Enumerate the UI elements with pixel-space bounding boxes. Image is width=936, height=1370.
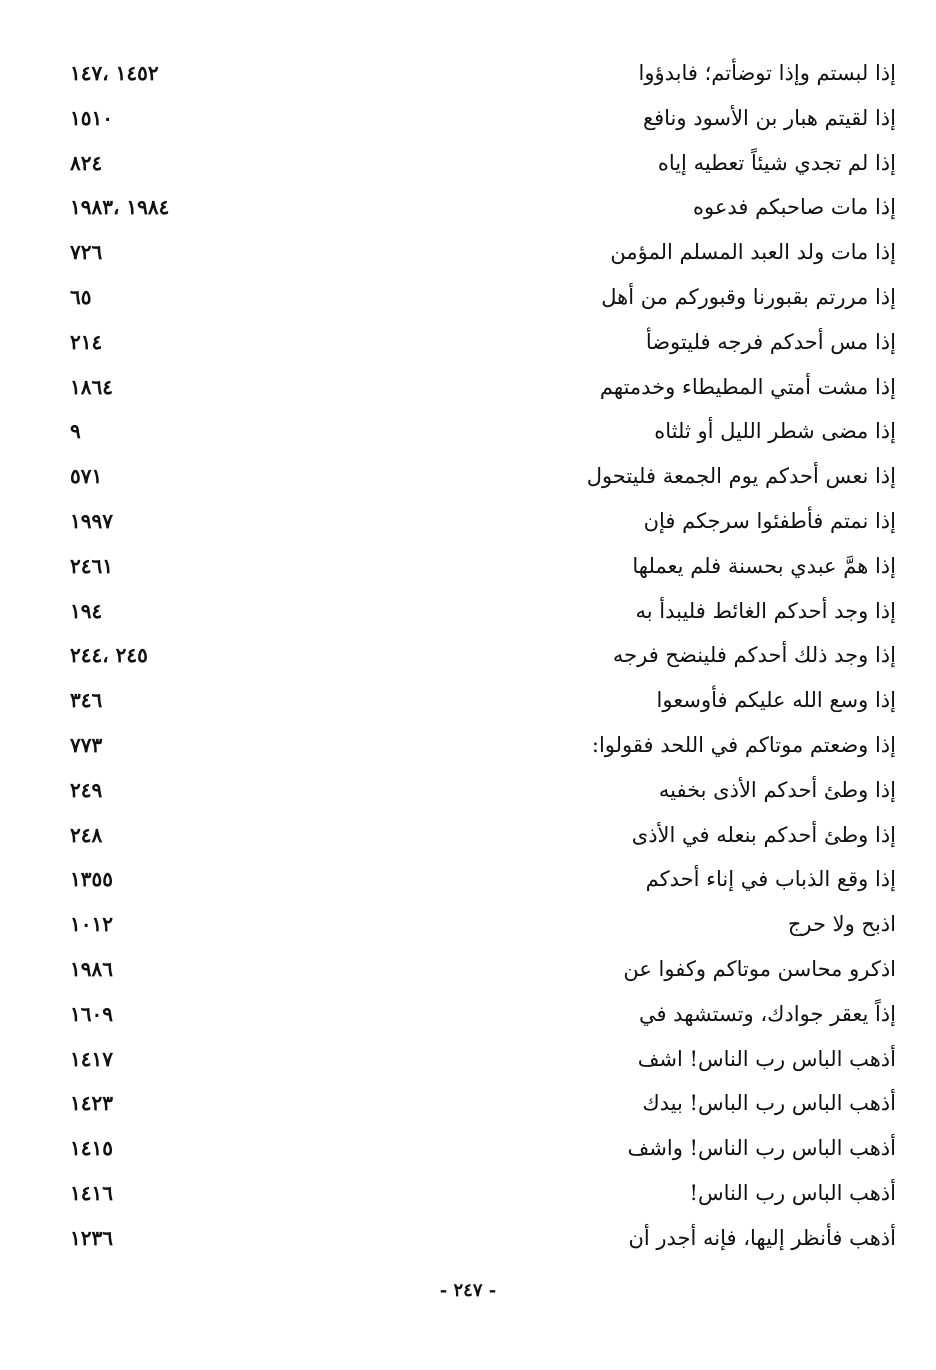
index-entry-row (60, 545, 896, 590)
entry-references: ٨٢٤ (70, 150, 103, 175)
index-entry-row (60, 634, 896, 679)
entry-references: ١٨٦٤ (70, 374, 113, 399)
entry-references: ١٩٨٤ ،١٩٨٣ (70, 195, 170, 220)
entry-references: ٢٤٩ (70, 777, 103, 802)
entry-references: ١٩٨٦ (70, 956, 113, 981)
index-entry-row (60, 410, 896, 455)
index-entry-row (60, 455, 896, 500)
index-entry-row (60, 858, 896, 903)
entry-phrase: أذهب الباس رب الناس! واشف (627, 1136, 896, 1161)
entry-references: ٢١٤ (70, 329, 103, 354)
entry-phrase: إذا مات صاحبكم فدعوه (692, 195, 896, 220)
entry-phrase: إذا وضعتم موتاكم في اللحد فقولوا: (591, 732, 896, 757)
index-entry-row (60, 679, 896, 724)
entry-phrase: أذهب الباس رب الناس! اشف (637, 1046, 896, 1071)
index-entry-row (60, 231, 896, 276)
index-entry-row (60, 903, 896, 948)
index-entry-row (60, 1082, 896, 1127)
entry-phrase: إذا لم تجدي شيئاً تعطيه إياه (657, 150, 896, 175)
entry-phrase: إذا مررتم بقبورنا وقبوركم من أهل (601, 284, 896, 309)
index-entry-row (60, 52, 896, 97)
entry-phrase: إذا مشت أمتي المطيطاء وخدمتهم (599, 374, 896, 399)
entry-phrase: إذا مس أحدكم فرجه فليتوضأ (645, 329, 896, 354)
entry-phrase: إذا وقع الذباب في إناء أحدكم (645, 867, 896, 892)
entry-phrase: إذاً يعقر جوادك، وتستشهد في (638, 1001, 896, 1026)
entry-references: ١٤١٦ (70, 1180, 113, 1205)
entry-references: ٧٧٣ (70, 732, 103, 757)
entry-references: ١٦٠٩ (70, 1001, 113, 1026)
entry-phrase: اذبح ولا حرج (787, 912, 896, 937)
entry-references: ١٣٥٥ (70, 867, 113, 892)
entry-phrase: إذا لقيتم هبار بن الأسود ونافع (642, 105, 896, 130)
entry-phrase: أذهب الباس رب الباس! بيدك (642, 1091, 896, 1116)
entry-references: ٦٥ (70, 284, 92, 309)
entry-phrase: إذا نعس أحدكم يوم الجمعة فليتحول (586, 464, 896, 489)
entry-phrase: إذا نمتم فأطفئوا سرجكم فإن (643, 508, 896, 533)
index-entry-row (60, 993, 896, 1038)
entry-references: ٧٢٦ (70, 240, 103, 265)
entry-phrase: إذا وسع الله عليكم فأوسعوا (656, 688, 896, 713)
entry-references: ٣٤٦ (70, 688, 103, 713)
index-entry-row (60, 142, 896, 187)
entry-phrase: إذا وطئ أحدكم الأذى بخفيه (658, 777, 896, 802)
entry-phrase: إذا مضى شطر الليل أو ثلثاه (654, 419, 896, 444)
index-entry-row (60, 1217, 896, 1262)
entry-references: ١٠١٢ (70, 912, 113, 937)
entry-references: ١٤١٧ (70, 1046, 113, 1071)
entry-references: ١٤١٥ (70, 1136, 113, 1161)
entry-references: ١٩٩٧ (70, 508, 113, 533)
entry-phrase: إذا وطئ أحدكم بنعله في الأذى (631, 822, 896, 847)
entry-references: ٢٤٥ ،٢٤٤ (70, 643, 148, 668)
entry-references: ١٩٤ (70, 598, 103, 623)
index-entry-row (60, 769, 896, 814)
index-entry-row (60, 814, 896, 859)
entry-phrase: إذا لبستم وإذا توضأتم؛ فابدؤوا (638, 61, 896, 85)
index-entry-row (60, 186, 896, 231)
page-number: - ٢٤٧ - (439, 1280, 497, 1301)
entry-references: ٢٤٦١ (70, 553, 113, 578)
entry-phrase: أذهب فأنظر إليها، فإنه أجدر أن (628, 1225, 896, 1250)
index-entry-row (60, 321, 896, 366)
entry-phrase: أذهب الباس رب الناس! (689, 1180, 896, 1205)
index-entry-row (60, 590, 896, 635)
entry-references: ١٥١٠ (70, 105, 113, 130)
entry-references: ١٢٣٦ (70, 1225, 113, 1250)
index-entry-row (60, 948, 896, 993)
entry-phrase: إذا مات ولد العبد المسلم المؤمن (610, 240, 896, 265)
index-entry-row (60, 276, 896, 321)
entry-phrase: إذا وجد أحدكم الغائط فليبدأ به (635, 598, 896, 623)
entry-phrase: إذا وجد ذلك أحدكم فلينضح فرجه (612, 643, 896, 668)
index-entry-row (60, 500, 896, 545)
entry-phrase: اذكرو محاسن موتاكم وكفوا عن (623, 956, 896, 981)
entry-references: ٥٧١ (70, 464, 103, 489)
entry-references: ٩ (70, 419, 81, 444)
index-entry-row (60, 1038, 896, 1083)
index-entry-row (60, 366, 896, 411)
index-entry-row (60, 1172, 896, 1217)
index-entries (60, 52, 896, 1262)
index-entry-row (60, 724, 896, 769)
index-entry-row (60, 1127, 896, 1172)
index-entry-row (60, 97, 896, 142)
entry-phrase: إذا همَّ عبدي بحسنة فلم يعملها (632, 553, 896, 578)
entry-references: ١٤٥٢ ،١٤٧ (70, 61, 159, 85)
entry-references: ١٤٢٣ (70, 1091, 113, 1116)
entry-references: ٢٤٨ (70, 822, 103, 847)
